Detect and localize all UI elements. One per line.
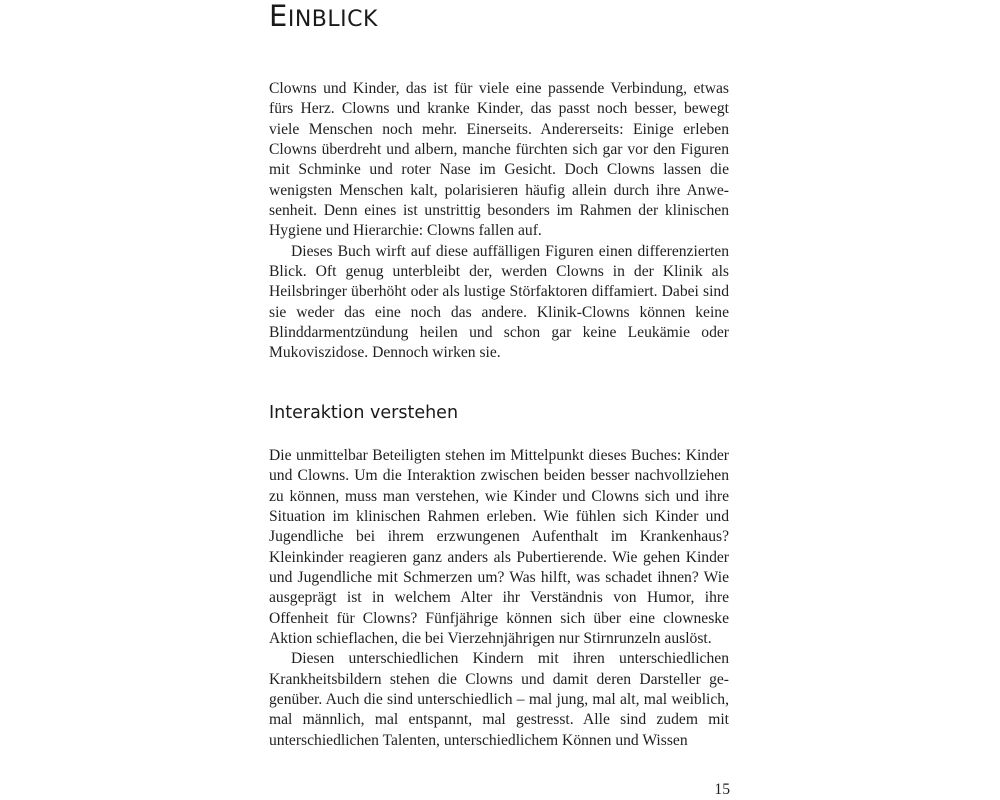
section-text	[269, 446, 729, 751]
page-number: 15	[714, 781, 730, 798]
section-paragraph-1: Die unmittelbar Beteiligten stehen im Mittelpunkt dieses Buches: Kinder und Clowns. Um die Interaktion zwischen beiden besser nachvollziehen zu können, muss man verstehen, wie Kinder und Clowns sich und ihre Situation im klinischen Rahmen erleben. Wie fühlen sich Kinder und Jugendliche bei ihrem erzwungenen Aufenthalt im Krankenhaus? Kleinkinder reagieren ganz anders als Pubertierende. Wie gehen Kinder und Jugendliche mit Schmerzen um? Was hilft, was schadet ihnen? Wie ausgeprägt ist in welchem Alter ihr Verständnis von Humor, ihre Offenheit für Clowns? Fünfjährige können sich über eine clowneske Aktion schieflachen, die bei Vierzehnjährigen nur Stirnrunzeln auslöst.	[269, 447, 729, 648]
section-heading: Interaktion verstehen	[269, 403, 459, 423]
intro-paragraph-2: Dieses Buch wirft auf diese auffälligen Figuren einen differenzierten Blick. Oft genug unterbleibt der, werden Clowns in der Klinik als Heilsbringer überhöht oder als lustige Störfaktoren diffamiert. Dabei sind sie weder das eine noch das andere. Klinik-Clowns können keine Blinddarmentzündung heilen und schon gar keine Leukämie oder Mukoviszidose. Dennoch wirken sie.	[269, 242, 729, 362]
intro-text	[269, 79, 729, 364]
chapter-title	[269, 0, 378, 37]
chapter-title-rest: INBLICK	[287, 7, 378, 32]
section-paragraph-2: Diesen unterschiedlichen Kindern mit ihren unterschiedlichen Krankheitsbildern stehen die Clowns und damit deren Darsteller gegenüber. Auch die sind unterschiedlich – mal jung, mal alt, mal weiblich, mal männlich, mal entspannt, mal gestresst. Alle sind zudem mit unterschiedlichen Talenten, unterschiedlichem Können und Wissen	[269, 650, 729, 749]
chapter-title-initial: E	[269, 0, 288, 33]
intro-paragraph-1: Clowns und Kinder, das ist für viele eine passende Verbindung, etwas fürs Herz. Clowns und kranke Kinder, das passt noch besser, bewegt viele Menschen noch mehr. Einerseits. Andererseits: Einige erleben Clowns überdreht und albern, manche fürchten sich gar vor den Figuren mit Schminke und roter Nase im Gesicht. Doch Clowns lassen die wenigsten Menschen kalt, polarisieren häufig allein durch ihre Anwesenheit. Denn eines ist unstrittig besonders im Rahmen der klinischen Hygiene und Hierarchie: Clowns fallen auf.	[269, 80, 729, 240]
